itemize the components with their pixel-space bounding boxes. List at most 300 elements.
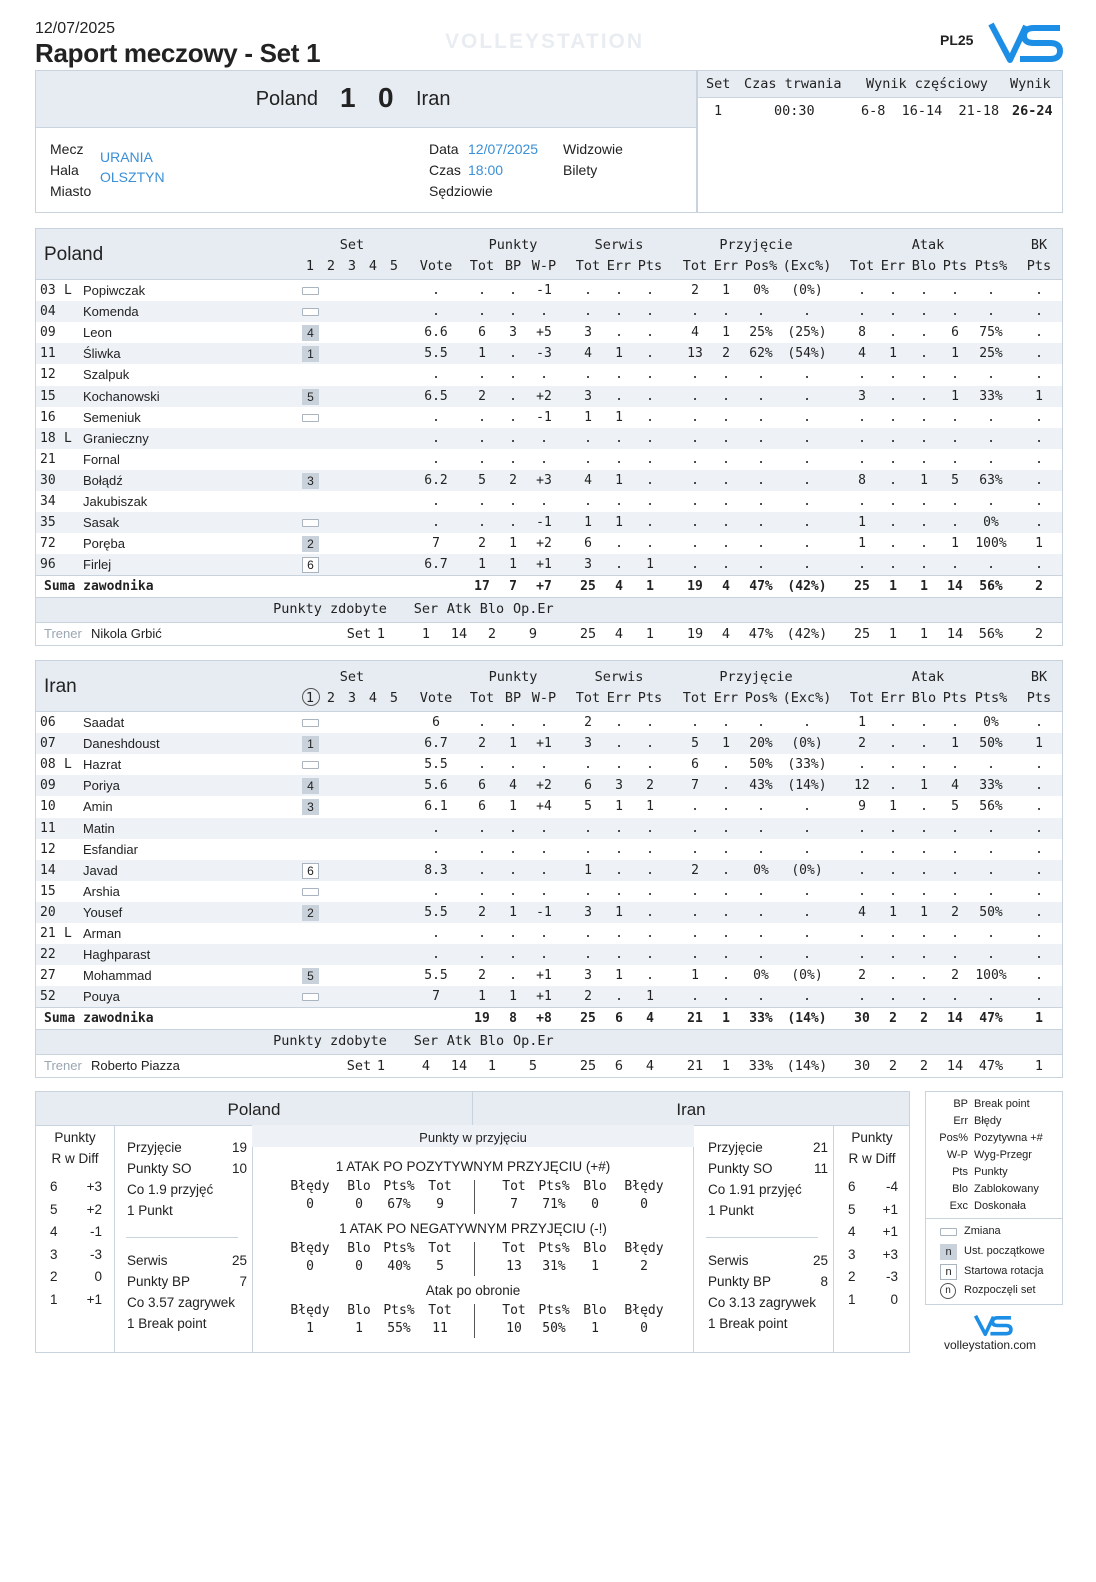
punkty-sub-header: BP — [504, 690, 522, 706]
stat-value: . — [889, 862, 897, 878]
stat-value: . — [889, 736, 897, 752]
stat-serwis-label: Serwis — [127, 1253, 168, 1268]
stat-value: . — [646, 409, 654, 425]
stat-value: . — [509, 283, 517, 298]
stat-przyjecie-label: Przyjęcie — [708, 1140, 763, 1155]
set-num-header: 3 — [347, 690, 357, 706]
stat-value: +1 — [536, 736, 552, 752]
stat-value: 1 — [1035, 736, 1043, 752]
stat-value: . — [432, 494, 440, 509]
stat-value: 4 — [584, 472, 592, 488]
stat-value: (25%) — [787, 325, 827, 341]
stat-value: . — [803, 472, 811, 488]
atak-sub-header: Tot — [849, 258, 875, 274]
substitution-icon — [302, 888, 319, 896]
stat-value: . — [920, 968, 928, 984]
stat-value: 5 — [478, 472, 486, 488]
sum-value: 33% — [749, 1011, 773, 1027]
stat-value: 5.5 — [424, 757, 448, 773]
stat-value: 75% — [979, 325, 1003, 341]
czas-value: 18:00 — [468, 162, 504, 178]
stat-value: . — [646, 715, 654, 730]
stat-value: 2 — [951, 968, 959, 984]
trener-set-label: Set — [346, 1058, 372, 1075]
stat-value: +1 — [536, 989, 552, 1005]
rotation-badge: 2 — [302, 536, 319, 552]
right-header: Pts% — [538, 1179, 570, 1194]
sum-value: 1 — [646, 579, 654, 595]
home-diff-value: +1 — [86, 1291, 102, 1307]
stat-przyjecie: 21 — [812, 1140, 828, 1155]
player-row — [36, 944, 1062, 965]
libero-mark — [64, 944, 74, 965]
team-name: Poland — [44, 244, 104, 265]
trener-stat: 19 — [686, 626, 704, 643]
stat-value: . — [757, 388, 765, 404]
player-number: 16 — [40, 409, 56, 425]
punkty-sub-header: Tot — [469, 258, 495, 274]
player-name: Szalpuk — [83, 367, 130, 383]
stat-value: . — [584, 304, 592, 320]
stat-value: . — [920, 820, 928, 836]
stat-value: 1 — [920, 778, 928, 794]
player-name: Javad — [83, 862, 118, 878]
player-number: 18 — [40, 430, 56, 446]
atak-header: Atak — [911, 237, 945, 253]
stat-value: 3 — [858, 388, 866, 404]
stat-value: . — [584, 883, 592, 899]
serwis-header: Serwis — [594, 669, 644, 685]
stat-value: . — [646, 367, 654, 383]
duration-col-header: Czas trwania — [744, 76, 842, 92]
section-divider — [474, 1304, 475, 1338]
home-diff-value: -1 — [89, 1224, 102, 1239]
left-header: Blo — [347, 1241, 371, 1256]
trener-stat: 1 — [919, 626, 929, 643]
stat-value: . — [615, 715, 623, 730]
stat-value: +1 — [536, 968, 552, 984]
przyjecie-sub-header: Pos% — [744, 258, 778, 274]
stat-value: . — [432, 926, 440, 941]
player-name: Matin — [83, 820, 115, 836]
set-number: 1 — [714, 103, 723, 119]
punkty-header: Punkty — [488, 237, 538, 253]
player-row — [36, 449, 1062, 470]
substitution-icon — [302, 761, 319, 769]
bilety-label: Bilety — [563, 162, 598, 178]
stat-value: 6 — [478, 325, 486, 341]
stat-value: 1 — [858, 515, 866, 531]
trener-label: Trener — [44, 626, 82, 642]
stat-value: 3 — [584, 968, 592, 984]
stat-value: . — [803, 841, 811, 857]
sum-value: 19 — [474, 1011, 490, 1027]
trener-stat: 14 — [946, 1058, 964, 1075]
stat-value: . — [858, 757, 866, 773]
player-row — [36, 965, 1062, 986]
stat-value: . — [646, 904, 654, 920]
stat-value: . — [803, 989, 811, 1005]
left-header: Błędy — [290, 1303, 330, 1318]
stat-value: . — [757, 515, 765, 531]
trener-stat: 30 — [853, 1058, 871, 1075]
stat-serwis: 25 — [812, 1253, 828, 1268]
stat-value: . — [691, 947, 699, 963]
stat-value: . — [722, 388, 730, 404]
stat-value: . — [757, 904, 765, 920]
sedziowie-label: Sędziowie — [429, 183, 493, 199]
player-number: 30 — [40, 472, 56, 488]
player-number: 15 — [40, 883, 56, 899]
libero-mark — [64, 449, 74, 470]
stat-value: 1 — [584, 862, 592, 878]
left-value: 0 — [355, 1259, 363, 1274]
libero-mark: L — [64, 757, 72, 773]
bk-header: BK — [1030, 669, 1048, 685]
section-title: 1 ATAK PO POZYTYWNYM PRZYJĘCIU (+#) — [335, 1159, 611, 1174]
stat-value: 4 — [509, 778, 517, 794]
stat-co: Co 1.91 przyjęć — [708, 1182, 802, 1197]
stat-value: . — [889, 367, 897, 383]
started-set-circle-icon — [302, 688, 320, 706]
stat-value: . — [858, 862, 866, 878]
stat-value: 1 — [920, 472, 928, 488]
right-value: 1 — [591, 1259, 599, 1274]
stat-value: . — [1035, 283, 1043, 298]
przyjecie-sub-header: (Exc%) — [782, 690, 832, 706]
set-num-header: 2 — [326, 690, 336, 706]
stat-bp: 8 — [820, 1274, 828, 1289]
stat-value: . — [1035, 968, 1043, 984]
przyjecie-sub-header: Tot — [682, 258, 708, 274]
przyjecie-sub-header: Err — [713, 258, 739, 274]
stat-value: . — [509, 841, 517, 857]
stat-value: +2 — [536, 778, 552, 794]
away-diff-value: +1 — [882, 1224, 898, 1239]
pz-header: Ser — [413, 601, 439, 618]
stat-value: (54%) — [787, 346, 827, 362]
stat-pkt: 1 Punkt — [708, 1203, 754, 1218]
stat-value: . — [691, 883, 699, 899]
stat-value: . — [858, 841, 866, 857]
away-diff-value: -3 — [885, 1269, 898, 1284]
atak-sub-header: Pts% — [974, 690, 1008, 706]
trener-stat: 25 — [853, 626, 871, 643]
player-number: 06 — [40, 715, 56, 730]
home-rw-value: 2 — [50, 1269, 58, 1284]
stat-value: . — [509, 494, 517, 509]
stat-value: . — [691, 820, 699, 836]
trener-stat: 6 — [614, 1058, 624, 1075]
stat-value: 1 — [509, 536, 517, 552]
left-value: 11 — [432, 1321, 448, 1336]
stat-value: . — [722, 968, 730, 984]
stat-value: . — [987, 451, 995, 467]
stat-value: . — [951, 557, 959, 573]
stat-value: . — [722, 451, 730, 467]
stat-value: 56% — [979, 799, 1003, 815]
stat-value: 1 — [951, 736, 959, 752]
stat-value: . — [432, 409, 440, 425]
sum-value: 25 — [580, 1011, 596, 1027]
stat-value: . — [646, 968, 654, 984]
czas-label: Czas — [429, 162, 461, 178]
legend-desc: Doskonała — [974, 1200, 1026, 1212]
player-row — [36, 512, 1062, 533]
stat-value: 1 — [615, 472, 623, 488]
stat-value: . — [1035, 778, 1043, 794]
stat-value: 2 — [478, 736, 486, 752]
player-row — [36, 986, 1062, 1007]
libero-mark — [64, 364, 74, 385]
stat-value: 7 — [432, 536, 440, 552]
hala-value: URANIA — [100, 149, 153, 165]
stat-value: . — [858, 820, 866, 836]
stat-value: . — [920, 757, 928, 773]
libero-mark — [64, 512, 74, 533]
stat-value: . — [803, 515, 811, 531]
stat-value: . — [722, 515, 730, 531]
set-num-header: 4 — [368, 690, 378, 706]
stat-value: . — [478, 451, 486, 467]
stat-value: . — [646, 820, 654, 836]
przyjecie-sub-header: Tot — [682, 690, 708, 706]
punkty-sub-header: W-P — [531, 690, 557, 706]
stat-value: . — [540, 757, 548, 773]
stat-value: 6.7 — [424, 557, 448, 573]
player-name: Sasak — [83, 515, 120, 531]
pz-header: Ser — [413, 1033, 439, 1050]
stat-value: 25% — [979, 346, 1003, 362]
sum-value: 4 — [646, 1011, 654, 1027]
stat-bpt: 1 Break point — [708, 1316, 788, 1331]
player-number: 15 — [40, 388, 56, 404]
stat-value: 12 — [854, 778, 870, 794]
trener-stat: 14 — [946, 626, 964, 643]
section-divider — [474, 1242, 475, 1276]
player-row — [36, 881, 1062, 902]
stat-value: 1 — [509, 799, 517, 815]
widzowie-label: Widzowie — [563, 141, 623, 157]
sum-value: 6 — [615, 1011, 623, 1027]
stat-value: 1 — [858, 536, 866, 552]
stat-value: . — [540, 451, 548, 467]
pz-header: Blo — [479, 1033, 505, 1050]
stat-value: . — [478, 947, 486, 963]
stat-value: . — [858, 451, 866, 467]
player-name: Yousef — [83, 904, 123, 920]
punkty-sub-header: BP — [504, 258, 522, 274]
stat-value: . — [858, 989, 866, 1005]
stat-value: . — [803, 883, 811, 899]
stat-value: . — [691, 557, 699, 573]
set-num-header: 2 — [326, 258, 336, 274]
player-name: Komenda — [83, 304, 139, 320]
stat-value: . — [509, 409, 517, 425]
punkty-sub-header: Tot — [469, 690, 495, 706]
legend-starting-icon: n — [940, 1244, 957, 1260]
trener-stat: 4 — [721, 626, 731, 643]
left-header: Pts% — [383, 1241, 415, 1256]
right-header: Blo — [583, 1241, 607, 1256]
sum-value: 7 — [509, 579, 517, 595]
sum-value: 1 — [1035, 1011, 1043, 1027]
pz-value: 14 — [450, 1058, 468, 1075]
stat-value: . — [646, 388, 654, 404]
stat-value: . — [889, 536, 897, 552]
stat-value: . — [478, 715, 486, 730]
stat-value: (33%) — [787, 757, 827, 773]
stat-value: (0%) — [791, 736, 823, 752]
stat-value: 1 — [691, 968, 699, 984]
partial-col-header: Wynik częściowy — [866, 76, 988, 92]
stat-value: 8 — [858, 325, 866, 341]
player-row — [36, 839, 1062, 860]
substitution-icon — [302, 287, 319, 295]
right-value: 0 — [640, 1197, 648, 1212]
stat-value: . — [920, 304, 928, 320]
stat-value: . — [803, 388, 811, 404]
stat-value: . — [951, 515, 959, 531]
center-title: Punkty w przyjęciu — [419, 1130, 527, 1145]
player-row — [36, 364, 1062, 385]
player-number: 34 — [40, 494, 56, 509]
stat-value: . — [889, 778, 897, 794]
stat-value: . — [1035, 472, 1043, 488]
left-header: Pts% — [383, 1179, 415, 1194]
stat-value: . — [889, 820, 897, 836]
stat-value: (0%) — [791, 968, 823, 984]
libero-mark — [64, 881, 74, 902]
stat-value: . — [691, 715, 699, 730]
team-table-0 — [35, 228, 1063, 646]
przyjecie-header: Przyjęcie — [719, 669, 793, 685]
stat-value: . — [615, 757, 623, 773]
stat-pkt: 1 Punkt — [127, 1203, 173, 1218]
set-partials: 6-8 16-14 21-18 — [861, 103, 1000, 119]
stat-value: . — [1035, 799, 1043, 815]
stat-value: 2 — [478, 968, 486, 984]
stat-value: . — [1035, 409, 1043, 425]
stat-value: . — [432, 451, 440, 467]
stat-value: 1 — [509, 736, 517, 752]
stat-value: . — [1035, 325, 1043, 341]
stat-value: . — [478, 862, 486, 878]
stat-value: . — [615, 841, 623, 857]
stat-value: . — [646, 346, 654, 362]
pz-value: 14 — [450, 626, 468, 643]
stat-value: . — [757, 947, 765, 963]
stat-value: 1 — [889, 799, 897, 815]
sum-value: 8 — [509, 1011, 517, 1027]
rotation-badge: 4 — [302, 778, 319, 794]
stat-value: . — [509, 820, 517, 836]
league-code: PL25 — [940, 32, 974, 48]
stat-value: . — [478, 367, 486, 383]
stat-value: 6 — [584, 778, 592, 794]
stat-value: . — [889, 494, 897, 509]
set-table — [697, 70, 1063, 213]
stat-value: . — [889, 883, 897, 899]
stat-value: +1 — [536, 557, 552, 573]
sum-label: Suma zawodnika — [44, 1011, 154, 1027]
set-header: Set — [339, 237, 365, 253]
stat-value: -1 — [536, 283, 552, 298]
stat-value: . — [889, 283, 897, 298]
sum-value: 4 — [722, 579, 730, 595]
legend-desc: Punkty — [974, 1166, 1008, 1178]
player-number: 21 — [40, 451, 56, 467]
legend-zmiana: Zmiana — [964, 1225, 1001, 1237]
stat-value: . — [803, 536, 811, 552]
stat-value: . — [889, 989, 897, 1005]
away-rw-value: 2 — [848, 1269, 856, 1284]
stat-value: 5 — [951, 472, 959, 488]
stat-value: . — [722, 367, 730, 383]
stat-value: . — [889, 715, 897, 730]
home-rw-value: 5 — [50, 1201, 58, 1217]
set-duration: 00:30 — [774, 103, 815, 119]
home-diff-value: 0 — [94, 1269, 102, 1284]
stat-value: . — [509, 968, 517, 984]
right-value: 50% — [542, 1321, 566, 1336]
stat-value: . — [920, 841, 928, 857]
stat-value: 1 — [646, 989, 654, 1005]
stat-value: . — [757, 841, 765, 857]
legend-panel — [925, 1091, 1063, 1305]
stat-value: . — [691, 388, 699, 404]
stat-value: . — [757, 715, 765, 730]
stat-value: . — [509, 451, 517, 467]
legend-desc: Zablokowany — [974, 1183, 1039, 1195]
player-row — [36, 754, 1062, 775]
stat-value: . — [646, 736, 654, 752]
stat-value: 1 — [858, 715, 866, 730]
stat-value: . — [889, 430, 897, 446]
sum-row — [36, 1007, 1062, 1029]
serwis-sub-header: Err — [606, 258, 632, 274]
substitution-icon — [302, 519, 319, 527]
stat-value: . — [987, 409, 995, 425]
stat-value: . — [757, 451, 765, 467]
left-value: 0 — [306, 1197, 314, 1212]
stat-value: . — [889, 968, 897, 984]
stat-so: 10 — [231, 1161, 247, 1176]
player-name: Hazrat — [83, 757, 122, 773]
hala-label: Hala — [50, 162, 79, 178]
stat-value: . — [722, 430, 730, 446]
substitution-icon — [302, 414, 319, 422]
sum-value: 1 — [920, 579, 928, 595]
player-row — [36, 322, 1062, 343]
summary-home-name: Poland — [227, 1100, 281, 1119]
stat-value: 20% — [749, 736, 773, 752]
rotation-badge: 1 — [302, 346, 319, 362]
stat-value: . — [1035, 989, 1043, 1005]
player-row — [36, 902, 1062, 923]
stat-value: 50% — [979, 736, 1003, 752]
stat-value: . — [920, 430, 928, 446]
sum-value: 1 — [722, 1011, 730, 1027]
stat-value: . — [858, 367, 866, 383]
stat-value: 0% — [983, 515, 999, 531]
stat-value: . — [646, 926, 654, 941]
stat-value: 0% — [753, 968, 769, 984]
stat-value: 2 — [951, 904, 959, 920]
stat-value: . — [478, 515, 486, 531]
trener-stat: 33% — [748, 1058, 774, 1075]
stat-value: . — [858, 283, 866, 298]
